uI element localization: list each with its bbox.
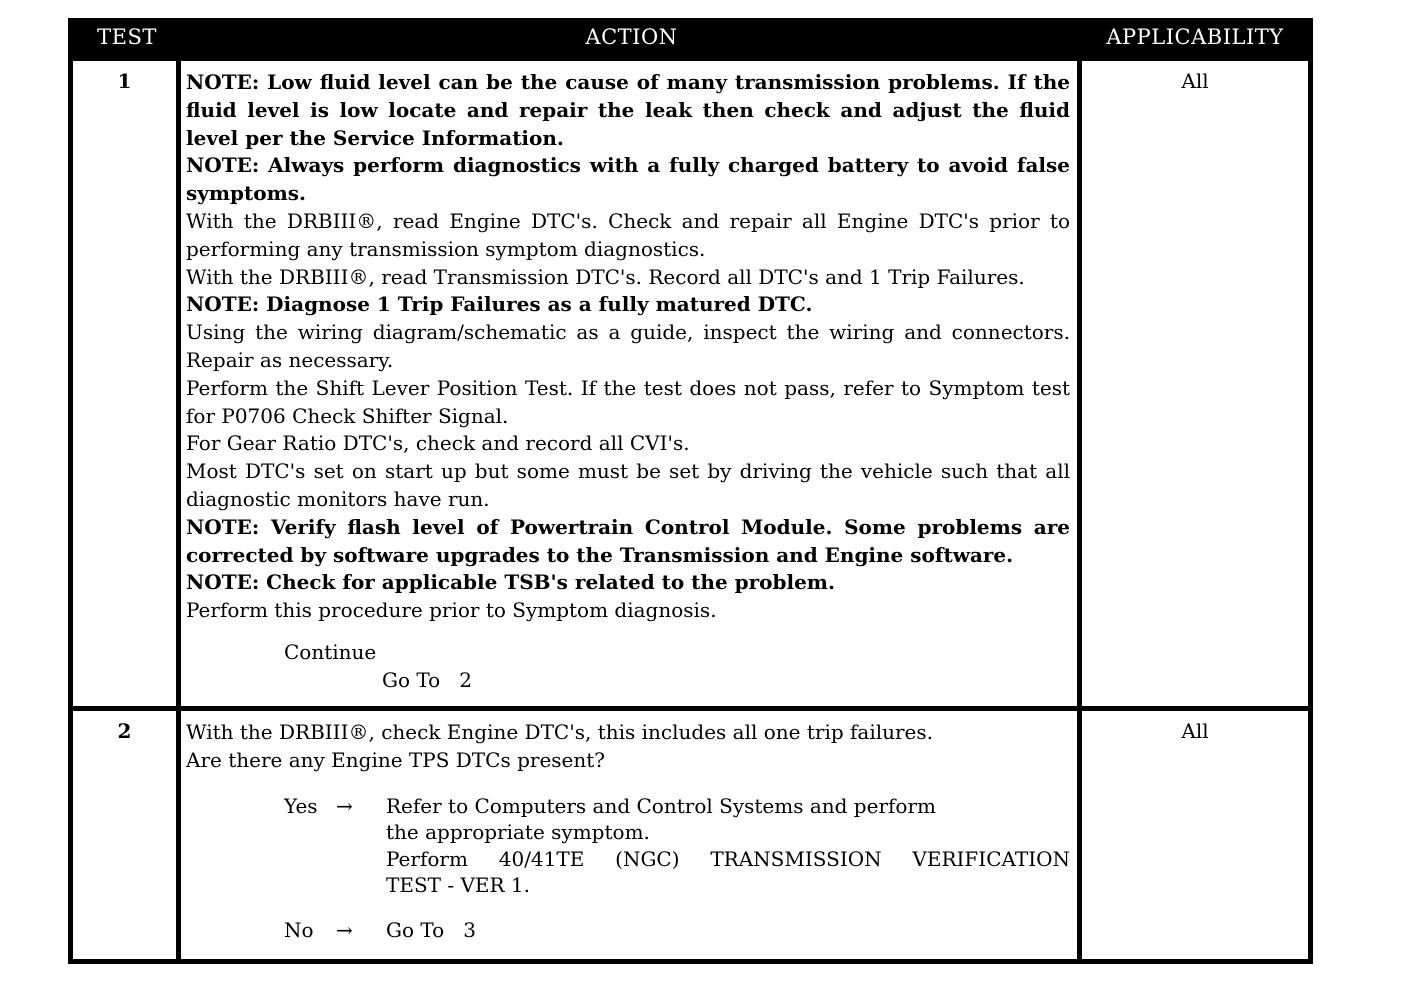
arrow-right-icon: → — [336, 917, 353, 942]
header-action: ACTION — [585, 25, 678, 49]
result-continue: Continue — [284, 639, 377, 664]
action-line: Using the wiring diagram/schematic as a guide, inspect the wiring and connectors. Repair as necessary. — [186, 320, 1070, 372]
action-line: For Gear Ratio DTC's, check and record all CVI's. — [186, 431, 690, 456]
applicability-cell: All — [1181, 69, 1209, 93]
action-line: NOTE: Low fluid level can be the cause of many transmission problems. If the fluid level is low locate and repair the leak then check and adjust the fluid level per the Service Information. — [186, 70, 1070, 150]
action-line: NOTE: Check for applicable TSB's related to the problem. — [186, 570, 835, 595]
yes-text-line: Refer to Computers and Control Systems and perform — [386, 793, 936, 818]
no-label: No — [284, 917, 314, 942]
test-number: 1 — [73, 61, 181, 706]
action-cell — [181, 61, 1082, 706]
action-line: With the DRBIII®, check Engine DTC's, this includes all one trip failures. — [186, 720, 934, 744]
table-row — [73, 706, 1308, 959]
table-row — [73, 56, 1308, 706]
action-line: With the DRBIII®, read Transmission DTC's. Record all DTC's and 1 Trip Failures. — [186, 264, 1025, 289]
no-goto — [386, 917, 1070, 945]
yes-label: Yes — [284, 793, 318, 818]
goto-label: Go To — [386, 917, 445, 942]
action-line: Perform the Shift Lever Position Test. If the test does not pass, refer to Symptom test for P0706 Check Shifter Signal. — [186, 375, 1070, 428]
test-number: 2 — [73, 711, 181, 959]
test-table — [68, 18, 1313, 964]
applicability-cell: All — [1181, 719, 1209, 743]
goto-target: 2 — [459, 667, 473, 692]
arrow-right-icon: → — [336, 793, 353, 818]
header-test: TEST — [97, 25, 157, 49]
goto-step — [382, 667, 1070, 695]
goto-target: 3 — [463, 917, 477, 942]
no-branch — [284, 917, 1070, 945]
action-cell — [181, 711, 1082, 959]
yes-text-line: TEST - VER 1. — [386, 873, 530, 898]
action-line: NOTE: Diagnose 1 Trip Failures as a fully matured DTC. — [186, 292, 813, 317]
action-line: Most DTC's set on start up but some must be set by driving the vehicle such that all diagnostic monitors have run. — [186, 459, 1070, 511]
yes-result — [386, 793, 1070, 899]
action-line: NOTE: Verify flash level of Powertrain Control Module. Some problems are corrected by software upgrades to the Transmission and Engine software. — [186, 514, 1070, 567]
action-line: Are there any Engine TPS DTCs present? — [186, 747, 606, 772]
yes-text-line: the appropriate symptom. — [386, 820, 650, 845]
yes-text-line: Perform 40/41TE (NGC) TRANSMISSION VERIFICATION — [386, 846, 1070, 871]
goto-label: Go To — [382, 667, 441, 692]
table-header — [73, 18, 1308, 56]
action-line: With the DRBIII®, read Engine DTC's. Check and repair all Engine DTC's prior to performing any transmission symptom diagnostics. — [186, 208, 1070, 261]
header-applicability: APPLICABILITY — [1106, 25, 1284, 49]
action-line: NOTE: Always perform diagnostics with a fully charged battery to avoid false symptoms. — [186, 153, 1070, 206]
yes-branch — [284, 793, 1070, 899]
action-line: Perform this procedure prior to Symptom diagnosis. — [186, 598, 717, 623]
